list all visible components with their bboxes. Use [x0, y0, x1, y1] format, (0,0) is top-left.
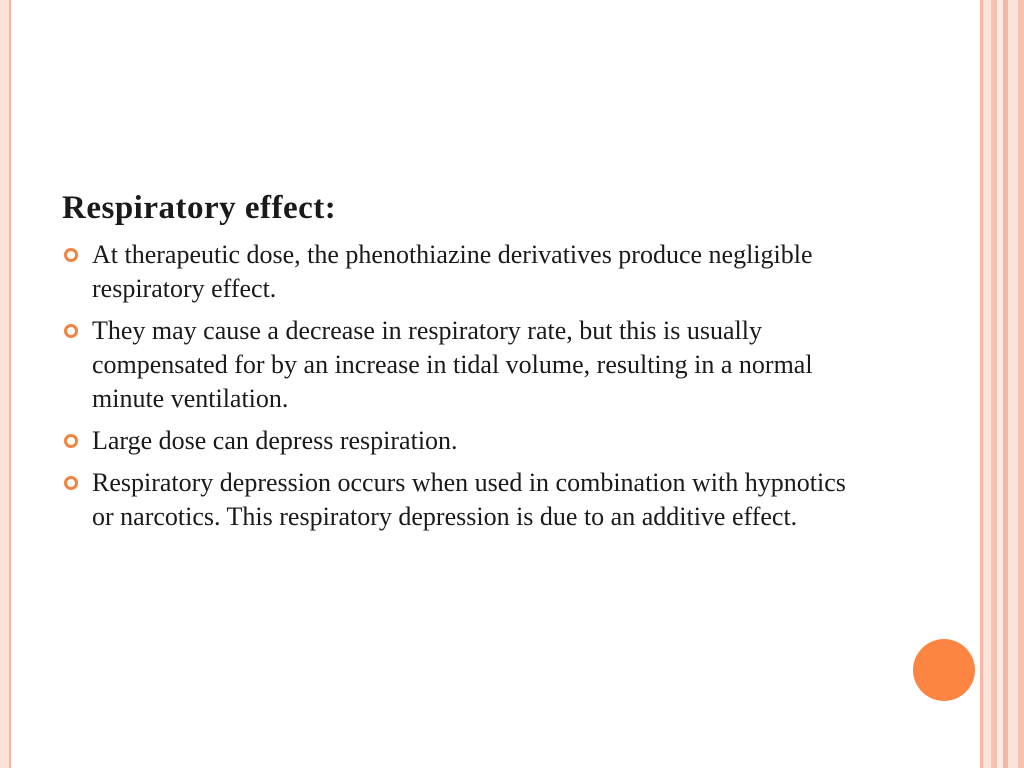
- slide-content: [62, 186, 862, 542]
- bullet-item: [62, 424, 862, 458]
- ring-bullet-icon: [64, 248, 78, 262]
- bullet-text: They may cause a decrease in respiratory rate, but this is usually compensated for by an increase in tidal volume, resulting in a normal minute ventilation.: [92, 316, 813, 413]
- bullet-item: [62, 466, 862, 534]
- slide-heading: Respiratory effect:: [62, 190, 337, 226]
- bullet-text: Respiratory depression occurs when used in combination with hypnotics or narcotics. This respiratory depression is due to an additive effect.: [92, 468, 846, 531]
- bullet-list: [62, 238, 862, 534]
- ring-bullet-icon: [64, 476, 78, 490]
- left-border-line: [9, 0, 11, 768]
- right-stripe: [1018, 0, 1024, 768]
- bullet-item: [62, 314, 862, 416]
- ring-bullet-icon: [64, 324, 78, 338]
- bullet-item: [62, 238, 862, 306]
- right-stripe: [1008, 0, 1018, 768]
- decorative-circle: [913, 639, 975, 701]
- right-stripe: [983, 0, 991, 768]
- bullet-text: At therapeutic dose, the phenothiazine derivatives produce negligible respiratory effect.: [92, 240, 813, 303]
- ring-bullet-icon: [64, 434, 78, 448]
- bullet-text: Large dose can depress respiration.: [92, 426, 458, 455]
- left-border: [0, 0, 9, 768]
